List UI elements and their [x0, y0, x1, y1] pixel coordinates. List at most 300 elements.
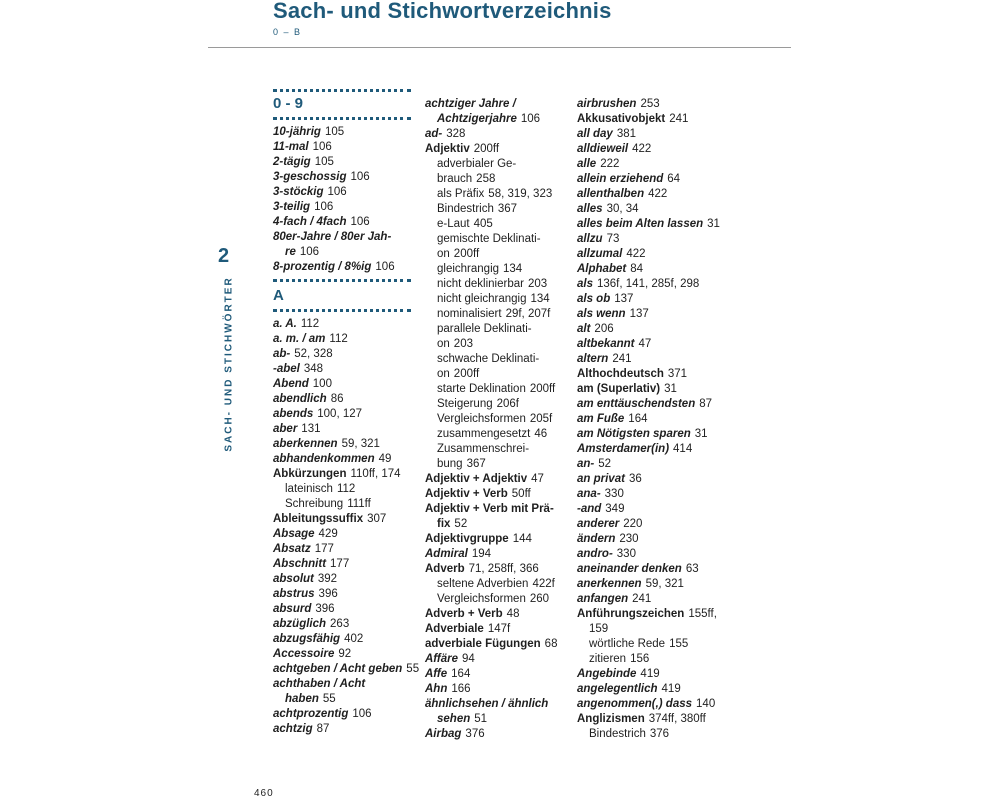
index-entry	[425, 217, 575, 232]
index-term: gleichrangig	[437, 263, 500, 275]
index-term: anfangen	[577, 593, 629, 605]
page-reference: 253	[640, 98, 660, 110]
section-heading: A	[273, 287, 284, 304]
index-term: Admiral	[425, 548, 468, 560]
index-term: 11-mal	[273, 141, 309, 153]
index-term: on	[437, 338, 450, 350]
index-term: Steigerung	[437, 398, 493, 410]
index-entry	[425, 292, 575, 307]
index-entry	[577, 172, 727, 187]
index-entry	[577, 187, 727, 202]
index-entry	[577, 682, 727, 697]
page-reference: 63	[685, 563, 699, 575]
page-reference: 402	[344, 633, 364, 645]
page-reference: 59, 321	[645, 578, 684, 590]
index-term: Bindestrich	[437, 203, 494, 215]
index-entry	[273, 722, 413, 737]
page-reference: 106	[350, 171, 370, 183]
index-term: aber	[273, 423, 298, 435]
index-entry	[425, 367, 575, 382]
index-entry	[425, 622, 575, 637]
index-entry	[273, 347, 413, 362]
index-entry	[273, 155, 413, 170]
index-entry	[577, 697, 727, 712]
index-entry	[577, 412, 727, 427]
page-reference: 31	[664, 383, 677, 395]
page-reference: 405	[473, 218, 493, 230]
index-entry	[577, 322, 727, 337]
index-entry	[425, 637, 575, 652]
page-reference: 31	[707, 218, 720, 230]
page-reference: 374ff, 380ff	[648, 713, 706, 725]
index-entry	[273, 317, 413, 332]
page-reference: 206f	[496, 398, 520, 410]
page-reference: 349	[605, 503, 625, 515]
index-entry	[577, 292, 727, 307]
index-entry	[273, 437, 413, 452]
index-entry	[425, 562, 575, 577]
page-reference: 105	[314, 156, 334, 168]
index-entry	[425, 412, 575, 427]
index-entry	[273, 557, 413, 572]
index-entry	[273, 677, 413, 692]
index-term: Vergleichsformen	[437, 593, 526, 605]
page-reference: 111ff	[347, 498, 371, 510]
index-entry	[273, 632, 413, 647]
index-term: ähnlichsehen / ähnlich	[425, 698, 549, 710]
index-entry	[577, 367, 727, 382]
index-entry	[425, 667, 575, 682]
index-term: ad-	[425, 128, 443, 140]
index-term: haben	[285, 693, 319, 705]
index-entry	[577, 517, 727, 532]
page-reference: 164	[628, 413, 648, 425]
index-term: 10-jährig	[273, 126, 321, 138]
page-reference: 348	[303, 363, 324, 375]
index-entry	[425, 382, 575, 397]
index-term: nominalisiert	[437, 308, 502, 320]
index-term: Adverb	[425, 563, 465, 575]
index-entry	[425, 112, 575, 127]
page-reference: 164	[451, 668, 471, 680]
index-entry	[577, 547, 727, 562]
index-term: Achtzigerjahre	[437, 113, 517, 125]
index-entry	[273, 452, 413, 467]
page-reference: 112	[336, 483, 356, 495]
index-term: airbrushen	[577, 98, 637, 110]
page-reference: 48	[506, 608, 520, 620]
index-term: am Nötigsten sparen	[577, 428, 691, 440]
index-term: starte Deklination	[437, 383, 526, 395]
index-term: allzumal	[577, 248, 623, 260]
index-term: Angebinde	[577, 668, 637, 680]
page-reference: 137	[629, 308, 649, 320]
index-entry	[273, 230, 413, 245]
index-term: Zusammenschrei-	[437, 443, 530, 455]
index-term: nicht gleichrangig	[437, 293, 527, 305]
index-entry	[273, 602, 413, 617]
index-term: parallele Deklinati-	[437, 323, 532, 335]
page-reference: 52, 328	[294, 348, 333, 360]
page-reference: 307	[367, 513, 387, 525]
index-term: Accessoire	[273, 648, 335, 660]
page-reference: 220	[623, 518, 643, 530]
index-term: als	[577, 278, 593, 290]
page-reference: 260	[529, 593, 550, 605]
index-entry	[577, 577, 727, 592]
dotted-divider	[273, 279, 411, 282]
page-reference: 47	[531, 473, 544, 485]
index-term: abzugsfähig	[273, 633, 341, 645]
page-reference: 106	[314, 201, 334, 213]
index-term: angelegentlich	[577, 683, 658, 695]
index-entry	[425, 247, 575, 262]
page-reference: 200ff	[473, 143, 500, 155]
page-reference: 200ff	[529, 383, 556, 395]
index-term: achtzig	[273, 723, 313, 735]
page-reference: 29f, 207f	[505, 308, 551, 320]
page-reference: 206	[594, 323, 614, 335]
index-term: Vergleichsformen	[437, 413, 526, 425]
index-term: schwache Deklinati-	[437, 353, 540, 365]
page-reference: 30, 34	[606, 203, 639, 215]
page-reference: 87	[316, 723, 330, 735]
index-entry	[425, 697, 575, 712]
index-entry	[425, 727, 575, 742]
index-term: absolut	[273, 573, 314, 585]
index-entry	[273, 362, 413, 377]
page-reference: 414	[673, 443, 693, 455]
page-reference: 392	[317, 573, 338, 585]
index-entry	[577, 247, 727, 262]
page-reference: 50ff	[511, 488, 531, 500]
page-reference: 110ff, 174	[350, 468, 401, 480]
index-term: abends	[273, 408, 314, 420]
index-entry	[273, 707, 413, 722]
page-reference: 106	[312, 141, 332, 153]
index-entry	[577, 532, 727, 547]
index-entry	[425, 397, 575, 412]
index-term: alldieweil	[577, 143, 629, 155]
page-reference: 52	[454, 518, 468, 530]
index-term: an-	[577, 458, 595, 470]
index-entry	[425, 187, 575, 202]
page-number: 460	[254, 788, 274, 799]
page-reference: 166	[451, 683, 471, 695]
index-term: Akkusativobjekt	[577, 113, 666, 125]
index-term: lateinisch	[285, 483, 333, 495]
index-term: e-Laut	[437, 218, 470, 230]
page-reference: 203	[527, 278, 548, 290]
index-term: am Fuße	[577, 413, 625, 425]
page-reference: 47	[638, 338, 652, 350]
index-entry	[425, 712, 575, 727]
index-term: alles	[577, 203, 603, 215]
page-reference: 200ff	[453, 368, 480, 380]
index-entry	[577, 727, 727, 742]
index-term: fix	[437, 518, 451, 530]
index-entry	[577, 622, 727, 637]
index-term: abhandenkommen	[273, 453, 375, 465]
index-entry	[273, 497, 413, 512]
page-reference: 137	[614, 293, 634, 305]
index-entry	[273, 512, 413, 527]
page-reference: 177	[314, 543, 334, 555]
index-entry	[425, 532, 575, 547]
page-reference: 419	[640, 668, 660, 680]
page-reference: 52	[598, 458, 612, 470]
index-entry	[425, 472, 575, 487]
index-entry	[273, 407, 413, 422]
header-rule	[208, 47, 791, 48]
dotted-divider	[273, 117, 411, 120]
index-term: als Präfix	[437, 188, 485, 200]
page-reference: 155ff,	[688, 608, 717, 620]
index-term: Adverbiale	[425, 623, 484, 635]
index-term: Adjektiv + Verb	[425, 488, 508, 500]
index-entry	[577, 337, 727, 352]
index-entry	[273, 647, 413, 662]
index-term: 4-fach / 4fach	[273, 216, 347, 228]
index-entry	[425, 592, 575, 607]
index-entry	[577, 262, 727, 277]
page-reference: 376	[465, 728, 485, 740]
index-column-1	[273, 95, 420, 737]
page-reference: 396	[315, 603, 335, 615]
index-term: -and	[577, 503, 602, 515]
index-term: 3-stöckig	[273, 186, 324, 198]
index-entry	[577, 667, 727, 682]
index-entry	[577, 652, 727, 667]
page-reference: 92	[338, 648, 352, 660]
index-entry	[273, 587, 413, 602]
page-reference: 200ff	[453, 248, 480, 260]
dotted-divider	[273, 309, 411, 312]
index-entry	[273, 662, 420, 677]
page-reference: 55	[406, 663, 420, 675]
page-reference: 46	[534, 428, 548, 440]
index-term: allein erziehend	[577, 173, 664, 185]
index-entry	[577, 472, 727, 487]
page-reference: 258	[476, 173, 496, 185]
index-term: seltene Adverbien	[437, 578, 529, 590]
page-reference: 330	[604, 488, 624, 500]
page-reference: 194	[471, 548, 492, 560]
page-reference: 422f	[532, 578, 555, 590]
page-range: 0 – B	[273, 27, 302, 37]
index-term: adverbiale Fügungen	[425, 638, 541, 650]
index-term: Alphabet	[577, 263, 627, 275]
index-entry	[425, 277, 575, 292]
page-reference: 106	[352, 708, 372, 720]
dotted-divider	[273, 89, 411, 92]
index-term: bung	[437, 458, 463, 470]
page-reference: 106	[520, 113, 541, 125]
page-reference: 112	[300, 318, 320, 330]
index-term: abendlich	[273, 393, 327, 405]
index-entry	[577, 97, 727, 112]
page-reference: 144	[512, 533, 532, 545]
index-term: Absage	[273, 528, 315, 540]
page-reference: 71, 258ff, 366	[468, 563, 539, 575]
index-term: ana-	[577, 488, 601, 500]
index-term: sehen	[437, 713, 471, 725]
index-term: wörtliche Rede	[589, 638, 666, 650]
page-reference: 94	[462, 653, 475, 665]
index-term: am enttäuschendsten	[577, 398, 696, 410]
page-reference: 136f, 141, 285f, 298	[597, 278, 700, 290]
index-term: on	[437, 368, 450, 380]
index-term: Ableitungssuffix	[273, 513, 364, 525]
page-reference: 73	[606, 233, 620, 245]
index-entry	[425, 487, 575, 502]
index-term: a. m. / am	[273, 333, 326, 345]
index-term: als wenn	[577, 308, 626, 320]
index-entry	[425, 457, 575, 472]
index-entry	[577, 157, 727, 172]
section-heading: 0 - 9	[273, 95, 304, 112]
index-term: Schreibung	[285, 498, 344, 510]
index-term: zitieren	[589, 653, 627, 665]
page-reference: 134	[503, 263, 523, 275]
page-reference: 203	[453, 338, 473, 350]
index-term: altbekannt	[577, 338, 635, 350]
index-entry	[425, 577, 575, 592]
index-column-2	[425, 97, 575, 742]
page-title: Sach- und Stichwortverzeichnis	[273, 0, 612, 23]
index-entry	[577, 217, 727, 232]
page-reference: 422	[648, 188, 668, 200]
index-term: altern	[577, 353, 609, 365]
page-reference: 87	[699, 398, 713, 410]
index-entry	[273, 542, 413, 557]
index-term: Althochdeutsch	[577, 368, 664, 380]
index-term: ändern	[577, 533, 616, 545]
index-term: 2-tägig	[273, 156, 311, 168]
index-entry	[577, 502, 727, 517]
index-term: 159	[589, 623, 609, 635]
index-entry	[273, 617, 413, 632]
page-reference: 263	[330, 618, 350, 630]
index-term: Ahn	[425, 683, 448, 695]
index-entry	[273, 377, 413, 392]
index-term: nicht deklinierbar	[437, 278, 524, 290]
page-reference: 241	[612, 353, 632, 365]
index-term: Anführungszeichen	[577, 608, 685, 620]
index-term: Abkürzungen	[273, 468, 347, 480]
page-reference: 106	[375, 261, 395, 273]
page-reference: 55	[322, 693, 336, 705]
index-entry	[577, 352, 727, 367]
index-term: achtprozentig	[273, 708, 349, 720]
index-entry	[273, 260, 413, 275]
index-entry	[577, 277, 727, 292]
index-term: Amsterdamer(in)	[577, 443, 670, 455]
index-entry	[425, 202, 575, 217]
index-term: Airbag	[425, 728, 462, 740]
page-reference: 367	[466, 458, 486, 470]
index-entry	[425, 337, 575, 352]
index-term: -abel	[273, 363, 300, 375]
index-entry	[577, 112, 727, 127]
page-reference: 86	[330, 393, 344, 405]
page-reference: 51	[474, 713, 488, 725]
index-term: on	[437, 248, 450, 260]
index-entry	[425, 322, 575, 337]
index-entry	[577, 427, 727, 442]
index-entry	[577, 607, 727, 622]
index-term: Abschnitt	[273, 558, 327, 570]
index-entry	[425, 172, 575, 187]
index-entry	[425, 652, 575, 667]
index-entry	[425, 547, 575, 562]
index-entry	[273, 185, 413, 200]
index-term: Adjektivgruppe	[425, 533, 509, 545]
index-term: achtziger Jahre /	[425, 98, 516, 110]
index-entry	[273, 215, 413, 230]
index-term: allenthalben	[577, 188, 645, 200]
page-reference: 177	[330, 558, 350, 570]
page-reference: 105	[324, 126, 345, 138]
index-entry	[577, 307, 727, 322]
index-term: re	[285, 246, 296, 258]
index-term: achtgeben / Acht geben	[273, 663, 403, 675]
index-term: achthaben / Acht	[273, 678, 366, 690]
index-entry	[425, 262, 575, 277]
page-reference: 156	[630, 653, 650, 665]
page-reference: 106	[327, 186, 347, 198]
index-entry	[273, 422, 413, 437]
index-entry	[273, 200, 413, 215]
index-entry	[273, 482, 413, 497]
index-term: alle	[577, 158, 597, 170]
index-term: Adjektiv + Adjektiv	[425, 473, 528, 485]
index-column-3	[577, 97, 727, 742]
chapter-number: 2	[218, 245, 230, 267]
index-entry	[577, 202, 727, 217]
index-entry	[273, 392, 413, 407]
page-reference: 58, 319, 323	[488, 188, 553, 200]
page-reference: 131	[301, 423, 321, 435]
index-entry	[425, 427, 575, 442]
index-entry	[577, 142, 727, 157]
page-reference: 241	[632, 593, 652, 605]
page-reference: 230	[619, 533, 639, 545]
index-term: adverbialer Ge-	[437, 158, 517, 170]
index-entry	[273, 245, 413, 260]
index-entry	[577, 592, 727, 607]
index-entry	[577, 442, 727, 457]
page-reference: 419	[661, 683, 681, 695]
page-reference: 68	[544, 638, 558, 650]
page-reference: 84	[630, 263, 643, 275]
page-reference: 241	[669, 113, 689, 125]
index-term: aberkennen	[273, 438, 338, 450]
page-reference: 371	[667, 368, 688, 380]
page-reference: 367	[497, 203, 518, 215]
index-term: zusammengesetzt	[437, 428, 531, 440]
index-entry	[425, 157, 575, 172]
page-reference: 100, 127	[317, 408, 363, 420]
page-reference: 396	[318, 588, 338, 600]
index-term: aneinander denken	[577, 563, 682, 575]
index-entry	[273, 527, 413, 542]
page-reference: 422	[626, 248, 646, 260]
index-term: anderer	[577, 518, 620, 530]
index-term: allzu	[577, 233, 603, 245]
page-reference: 381	[616, 128, 636, 140]
index-term: brauch	[437, 173, 473, 185]
